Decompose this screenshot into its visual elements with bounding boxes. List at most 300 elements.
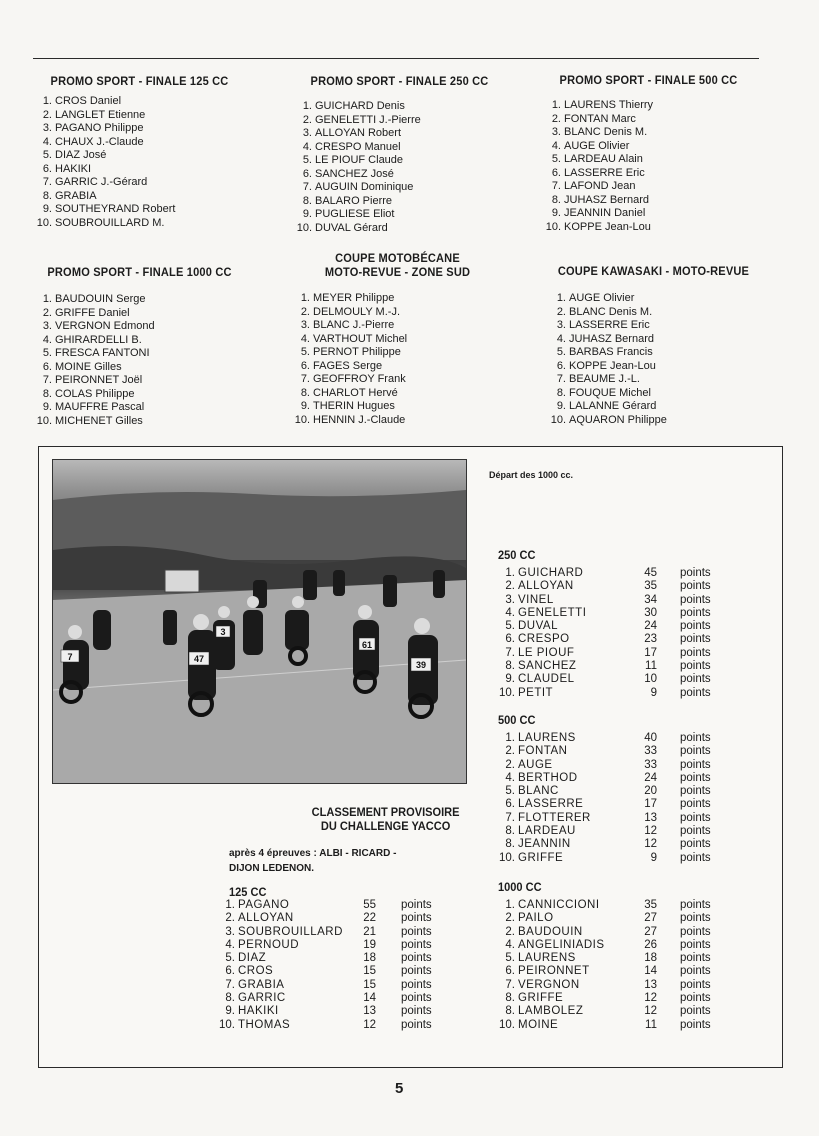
standings-row: [493, 580, 733, 593]
rider-name: PERNOT Philippe: [313, 346, 401, 358]
standings-row: [493, 992, 733, 1005]
rank-number: 3.: [302, 127, 312, 139]
bike-number: 7: [67, 652, 73, 662]
rank-number: 3.: [556, 319, 566, 331]
rider-name: GENELETTI J.-Pierre: [315, 113, 421, 126]
rank-number: 2.: [505, 925, 515, 938]
rank-number: 4.: [225, 938, 235, 951]
rank-number: 10.: [550, 413, 566, 426]
rider-name: GARRIC J.-Gérard: [55, 176, 148, 188]
rank-number: 8.: [42, 189, 52, 202]
points-unit: points: [401, 965, 432, 978]
standings-row: [213, 952, 473, 965]
rank-number: 8.: [225, 992, 235, 1005]
list-item: [541, 180, 756, 194]
points-value: 20: [644, 785, 657, 798]
rank-number: 4.: [42, 135, 52, 148]
rank-number: 6.: [300, 359, 310, 372]
photo-caption: Départ des 1000 cc.: [489, 470, 574, 480]
promo-125-list: [32, 95, 247, 230]
bike-number: 39: [415, 660, 427, 670]
rider-name: BLANC Denis M.: [569, 305, 653, 318]
rider-name: CHAUX J.-Claude: [55, 135, 144, 148]
rider-name: THOMAS: [238, 1018, 291, 1031]
rank-number: 4.: [551, 139, 561, 152]
points-unit: points: [680, 686, 711, 699]
list-item: [32, 190, 247, 204]
points-value: 19: [363, 938, 376, 951]
rider-name: CROS Daniel: [55, 95, 122, 107]
rank-number: 6.: [225, 965, 235, 978]
rank-number: 7.: [505, 646, 515, 659]
points-unit: points: [680, 952, 711, 965]
rank-number: 1.: [505, 899, 515, 911]
points-value: 11: [645, 1018, 657, 1031]
bike-number: 61: [361, 640, 373, 650]
rider-name: LASSERRE: [518, 798, 584, 811]
points-unit: points: [680, 758, 711, 771]
rider-name: MOINE: [518, 1018, 559, 1031]
rider-name: AUGUIN Dominique: [315, 181, 414, 193]
rider-name: BLANC Denis M.: [564, 126, 648, 138]
rider-name: GUICHARD: [518, 567, 584, 579]
rider-name: SOUBROUILLARD: [238, 925, 343, 938]
list-item: [32, 320, 247, 334]
rider-name: MOINE Gilles: [55, 360, 122, 373]
rider-name: BALARO Pierre: [315, 194, 393, 207]
bike-number: 3: [220, 627, 226, 637]
points-value: 22: [363, 912, 376, 925]
points-unit: points: [680, 593, 711, 606]
rider-name: PEIRONNET: [518, 965, 590, 978]
points-unit: points: [680, 646, 711, 659]
rider-name: AUGE: [518, 758, 553, 771]
points-unit: points: [680, 912, 711, 925]
rank-number: 4.: [505, 606, 515, 619]
list-item: [541, 194, 756, 208]
rider-name: JUHASZ Bernard: [564, 193, 649, 206]
list-item: [32, 293, 247, 307]
rider-name: BAUDOUIN: [518, 925, 583, 938]
list-item: [292, 114, 507, 128]
points-value: 40: [644, 732, 657, 744]
points-unit: points: [680, 838, 711, 851]
rank-number: 9.: [551, 207, 561, 219]
list-item: [32, 388, 247, 402]
rider-name: PETIT: [518, 686, 554, 699]
points-value: 13: [644, 811, 657, 824]
rank-number: 2.: [505, 758, 515, 771]
rank-number: 7.: [556, 373, 566, 385]
list-item: [541, 207, 756, 221]
rider-name: GRABIA: [238, 978, 285, 991]
rider-name: LE PIOUF Claude: [315, 154, 404, 166]
rank-number: 2.: [225, 912, 235, 925]
points-value: 12: [644, 992, 657, 1005]
standings-row: [493, 1005, 733, 1018]
points-unit: points: [680, 978, 711, 991]
standings-row: [213, 965, 473, 978]
challenge-rounds: [229, 846, 396, 876]
standings-row: [493, 660, 733, 673]
rider-name: GRIFFE: [518, 992, 564, 1005]
standings-row: [493, 852, 733, 865]
rider-name: ALLOYAN Robert: [315, 127, 402, 139]
rider-name: SOUBROUILLARD M.: [55, 216, 165, 229]
rank-number: 5.: [505, 952, 515, 965]
list-item: [290, 373, 505, 387]
rider-name: PAILO: [518, 912, 554, 925]
rider-name: DUVAL Gérard: [315, 221, 388, 234]
rank-number: 8.: [300, 386, 310, 399]
list-item: [32, 136, 247, 150]
points-value: 9: [650, 851, 657, 864]
points-unit: points: [680, 899, 711, 911]
promo-1000-title: PROMO SPORT - FINALE 1000 CC: [47, 265, 232, 279]
rider-name: FONTAN Marc: [564, 112, 636, 125]
standings-row: [493, 772, 733, 785]
standings-row: [493, 939, 733, 952]
points-value: 9: [650, 686, 657, 699]
rank-number: 7.: [225, 978, 235, 991]
rank-number: 5.: [556, 346, 566, 358]
points-value: 24: [644, 771, 657, 784]
promo-500-block: [541, 73, 756, 234]
rank-number: 1.: [505, 567, 515, 579]
motobecane-list: [290, 292, 505, 427]
challenge-title-line1: CLASSEMENT PROVISOIRE: [311, 805, 460, 819]
list-item: [290, 333, 505, 347]
standings-row: [213, 992, 473, 1005]
list-item: [546, 346, 761, 360]
rank-number: 1.: [225, 899, 235, 911]
list-item: [32, 109, 247, 123]
promo-250-list: [292, 100, 507, 235]
rider-name: BAUDOUIN Serge: [55, 293, 146, 305]
list-item: [32, 347, 247, 361]
points-unit: points: [680, 732, 711, 744]
points-unit: points: [401, 1005, 432, 1018]
standings-row: [493, 759, 733, 772]
standings-row: [493, 965, 733, 978]
standings-row: [493, 952, 733, 965]
rider-name: KOPPE Jean-Lou: [564, 220, 651, 233]
points-value: 18: [363, 952, 376, 965]
rank-number: 2.: [302, 113, 312, 126]
rider-name: SANCHEZ José: [315, 167, 394, 180]
rider-name: GEOFFROY Frank: [313, 373, 406, 385]
rider-name: BLANC J.-Pierre: [313, 319, 395, 331]
rank-number: 7.: [505, 978, 515, 991]
list-item: [290, 292, 505, 306]
points-unit: points: [680, 580, 711, 593]
standings-row: [493, 825, 733, 838]
rank-number: 10.: [499, 686, 515, 699]
points-unit: points: [680, 785, 711, 798]
list-item: [541, 153, 756, 167]
rank-number: 9.: [302, 208, 312, 220]
rank-number: 5.: [505, 620, 515, 633]
rider-name: SANCHEZ: [518, 660, 577, 673]
points-unit: points: [680, 965, 711, 978]
standings-row: [493, 620, 733, 633]
list-item: [292, 195, 507, 209]
list-item: [546, 373, 761, 387]
points-value: 55: [363, 899, 376, 911]
rank-number: 8.: [505, 660, 515, 673]
points-unit: points: [401, 978, 432, 991]
standings-row: [213, 979, 473, 992]
standings-row: [493, 732, 733, 745]
challenge-title-line2: DU CHALLENGE YACCO: [320, 819, 451, 833]
motobecane-title-line1: COUPE MOTOBÉCANE: [335, 251, 460, 265]
list-item: [541, 221, 756, 235]
rider-name: BARBAS Francis: [569, 346, 653, 358]
rank-number: 9.: [225, 1005, 235, 1018]
standings-row: [213, 899, 473, 912]
standings-250: [493, 567, 733, 700]
points-unit: points: [680, 606, 711, 619]
points-unit: points: [680, 938, 711, 951]
standings-1000: [493, 899, 733, 1032]
list-item: [32, 217, 247, 231]
rank-number: 8.: [505, 825, 515, 838]
list-item: [292, 127, 507, 141]
points-value: 15: [363, 978, 376, 991]
rank-number: 3.: [505, 593, 515, 606]
list-item: [541, 167, 756, 181]
list-item: [32, 334, 247, 348]
rider-name: MEYER Philippe: [313, 292, 395, 304]
motobecane-block: [290, 251, 505, 427]
rank-number: 9.: [42, 401, 52, 413]
list-item: [290, 306, 505, 320]
rider-name: VERGNON Edmond: [55, 320, 155, 332]
rank-number: 10.: [219, 1018, 235, 1031]
list-item: [546, 400, 761, 414]
points-unit: points: [680, 925, 711, 938]
standings-row: [213, 939, 473, 952]
promo-1000-block: [32, 265, 247, 428]
rider-name: PERNOUD: [238, 938, 300, 951]
rank-number: 1.: [551, 99, 561, 111]
standings-row: [493, 979, 733, 992]
rank-number: 2.: [551, 112, 561, 125]
rider-name: BERTHOD: [518, 771, 578, 784]
rank-number: 3.: [42, 320, 52, 332]
rank-number: 5.: [42, 149, 52, 161]
list-item: [290, 414, 505, 428]
rank-number: 6.: [505, 798, 515, 811]
rank-number: 1.: [42, 293, 52, 305]
top-rule: [33, 58, 759, 59]
points-unit: points: [401, 952, 432, 965]
standings-row: [493, 899, 733, 912]
rank-number: 10.: [545, 220, 561, 233]
list-item: [32, 149, 247, 163]
standings-row: [213, 1005, 473, 1018]
points-value: 13: [363, 1005, 376, 1018]
points-unit: points: [680, 567, 711, 579]
standings-row: [493, 633, 733, 646]
points-unit: points: [401, 912, 432, 925]
standings-row: [493, 647, 733, 660]
list-item: [32, 374, 247, 388]
rider-name: CROS: [238, 965, 274, 978]
rider-name: ANGELINIADIS: [518, 938, 605, 951]
standings-500-title: 500 CC: [498, 713, 536, 727]
rider-name: AQUARON Philippe: [569, 413, 667, 426]
rider-name: GRABIA: [55, 189, 97, 202]
race-start-photo: [52, 459, 467, 784]
points-unit: points: [680, 811, 711, 824]
kawasaki-title: COUPE KAWASAKI - MOTO-REVUE: [557, 264, 750, 278]
rider-name: VERGNON: [518, 978, 580, 991]
standings-125-title: 125 CC: [229, 885, 267, 899]
rank-number: 6.: [551, 166, 561, 179]
rider-name: DUVAL: [518, 620, 558, 633]
rider-name: LAURENS Thierry: [564, 99, 654, 111]
rank-number: 4.: [300, 332, 310, 345]
points-value: 33: [644, 745, 657, 758]
rider-name: CANNICCIONI: [518, 899, 600, 911]
rider-name: ALLOYAN: [238, 912, 294, 925]
rank-number: 1.: [302, 100, 312, 112]
rider-name: JEANNIN Daniel: [564, 207, 646, 219]
kawasaki-block: [546, 264, 761, 427]
rider-name: JEANNIN: [518, 838, 571, 851]
points-value: 35: [644, 899, 657, 911]
points-unit: points: [680, 1018, 711, 1031]
points-value: 27: [644, 925, 657, 938]
list-item: [32, 163, 247, 177]
rank-number: 7.: [505, 811, 515, 824]
points-value: 15: [363, 965, 376, 978]
points-unit: points: [680, 771, 711, 784]
rider-name: GRIFFE Daniel: [55, 306, 130, 319]
points-value: 11: [645, 660, 657, 673]
rider-name: FLOTTERER: [518, 811, 591, 824]
rider-name: LAMBOLEZ: [518, 1005, 584, 1018]
rank-number: 8.: [42, 387, 52, 400]
list-item: [292, 168, 507, 182]
promo-500-list: [541, 99, 756, 234]
rank-number: 8.: [556, 386, 566, 399]
points-value: 12: [644, 825, 657, 838]
list-item: [546, 387, 761, 401]
rank-number: 9.: [300, 400, 310, 412]
list-item: [32, 415, 247, 429]
standings-row: [213, 1019, 473, 1032]
promo-250-title: PROMO SPORT - FINALE 250 CC: [310, 74, 489, 88]
rider-name: MICHENET Gilles: [55, 414, 143, 427]
rider-name: LARDEAU Alain: [564, 153, 643, 165]
points-unit: points: [680, 992, 711, 1005]
rank-number: 8.: [551, 193, 561, 206]
rank-number: 2.: [505, 745, 515, 758]
standings-250-title: 250 CC: [498, 548, 536, 562]
motobecane-title-line2: MOTO-REVUE - ZONE SUD: [324, 265, 471, 279]
rider-name: LE PIOUF: [518, 646, 575, 659]
rider-name: HAKIKI: [238, 1005, 279, 1018]
rank-number: 4.: [505, 771, 515, 784]
rider-name: CHARLOT Hervé: [313, 386, 398, 399]
rank-number: 6.: [42, 162, 52, 175]
standings-row: [493, 912, 733, 925]
standings-row: [213, 912, 473, 925]
points-value: 24: [644, 620, 657, 633]
list-item: [32, 203, 247, 217]
rider-name: FOUQUE Michel: [569, 386, 651, 399]
standings-row: [493, 607, 733, 620]
promo-250-block: [292, 74, 507, 235]
rider-name: THERIN Hugues: [313, 400, 395, 412]
promo-1000-list: [32, 293, 247, 428]
list-item: [546, 333, 761, 347]
rank-number: 5.: [551, 153, 561, 165]
rank-number: 2.: [556, 305, 566, 318]
rider-name: MAUFFRE Pascal: [55, 401, 145, 413]
points-value: 17: [644, 646, 657, 659]
list-item: [292, 100, 507, 114]
points-value: 18: [644, 952, 657, 965]
rank-number: 10.: [36, 414, 52, 427]
points-unit: points: [680, 851, 711, 864]
list-item: [290, 319, 505, 333]
list-item: [292, 208, 507, 222]
rank-number: 7.: [302, 181, 312, 193]
rider-name: DIAZ: [238, 952, 267, 965]
points-value: 26: [644, 938, 657, 951]
rank-number: 5.: [42, 347, 52, 359]
list-item: [541, 126, 756, 140]
rider-name: GUICHARD Denis: [315, 100, 405, 112]
rider-name: COLAS Philippe: [55, 387, 135, 400]
rank-number: 10.: [499, 1018, 515, 1031]
points-value: 21: [363, 925, 376, 938]
rank-number: 6.: [556, 359, 566, 372]
list-item: [32, 307, 247, 321]
points-value: 17: [644, 798, 657, 811]
rider-name: GHIRARDELLI B.: [55, 333, 142, 346]
points-unit: points: [680, 673, 711, 686]
rank-number: 6.: [42, 360, 52, 373]
standings-row: [493, 838, 733, 851]
list-item: [546, 319, 761, 333]
list-item: [292, 154, 507, 168]
list-item: [541, 113, 756, 127]
rider-name: DIAZ José: [55, 149, 107, 161]
rank-number: 3.: [551, 126, 561, 138]
rider-name: PUGLIESE Eliot: [315, 208, 395, 220]
rider-name: PAGANO Philippe: [55, 122, 144, 134]
rider-name: HENNIN J.-Claude: [313, 413, 406, 426]
promo-500-title: PROMO SPORT - FINALE 500 CC: [559, 73, 738, 87]
rank-number: 7.: [42, 176, 52, 188]
challenge-rounds-line2: DIJON LEDENON.: [229, 863, 315, 874]
points-unit: points: [401, 899, 432, 911]
standings-500: [493, 732, 733, 865]
rider-name: LASSERRE Eric: [569, 319, 650, 331]
rank-number: 4.: [42, 333, 52, 346]
rank-number: 6.: [302, 167, 312, 180]
list-item: [546, 306, 761, 320]
rank-number: 7.: [300, 373, 310, 385]
rank-number: 1.: [300, 292, 310, 304]
rank-number: 2.: [300, 305, 310, 318]
standings-row: [493, 567, 733, 580]
rank-number: 6.: [505, 633, 515, 646]
